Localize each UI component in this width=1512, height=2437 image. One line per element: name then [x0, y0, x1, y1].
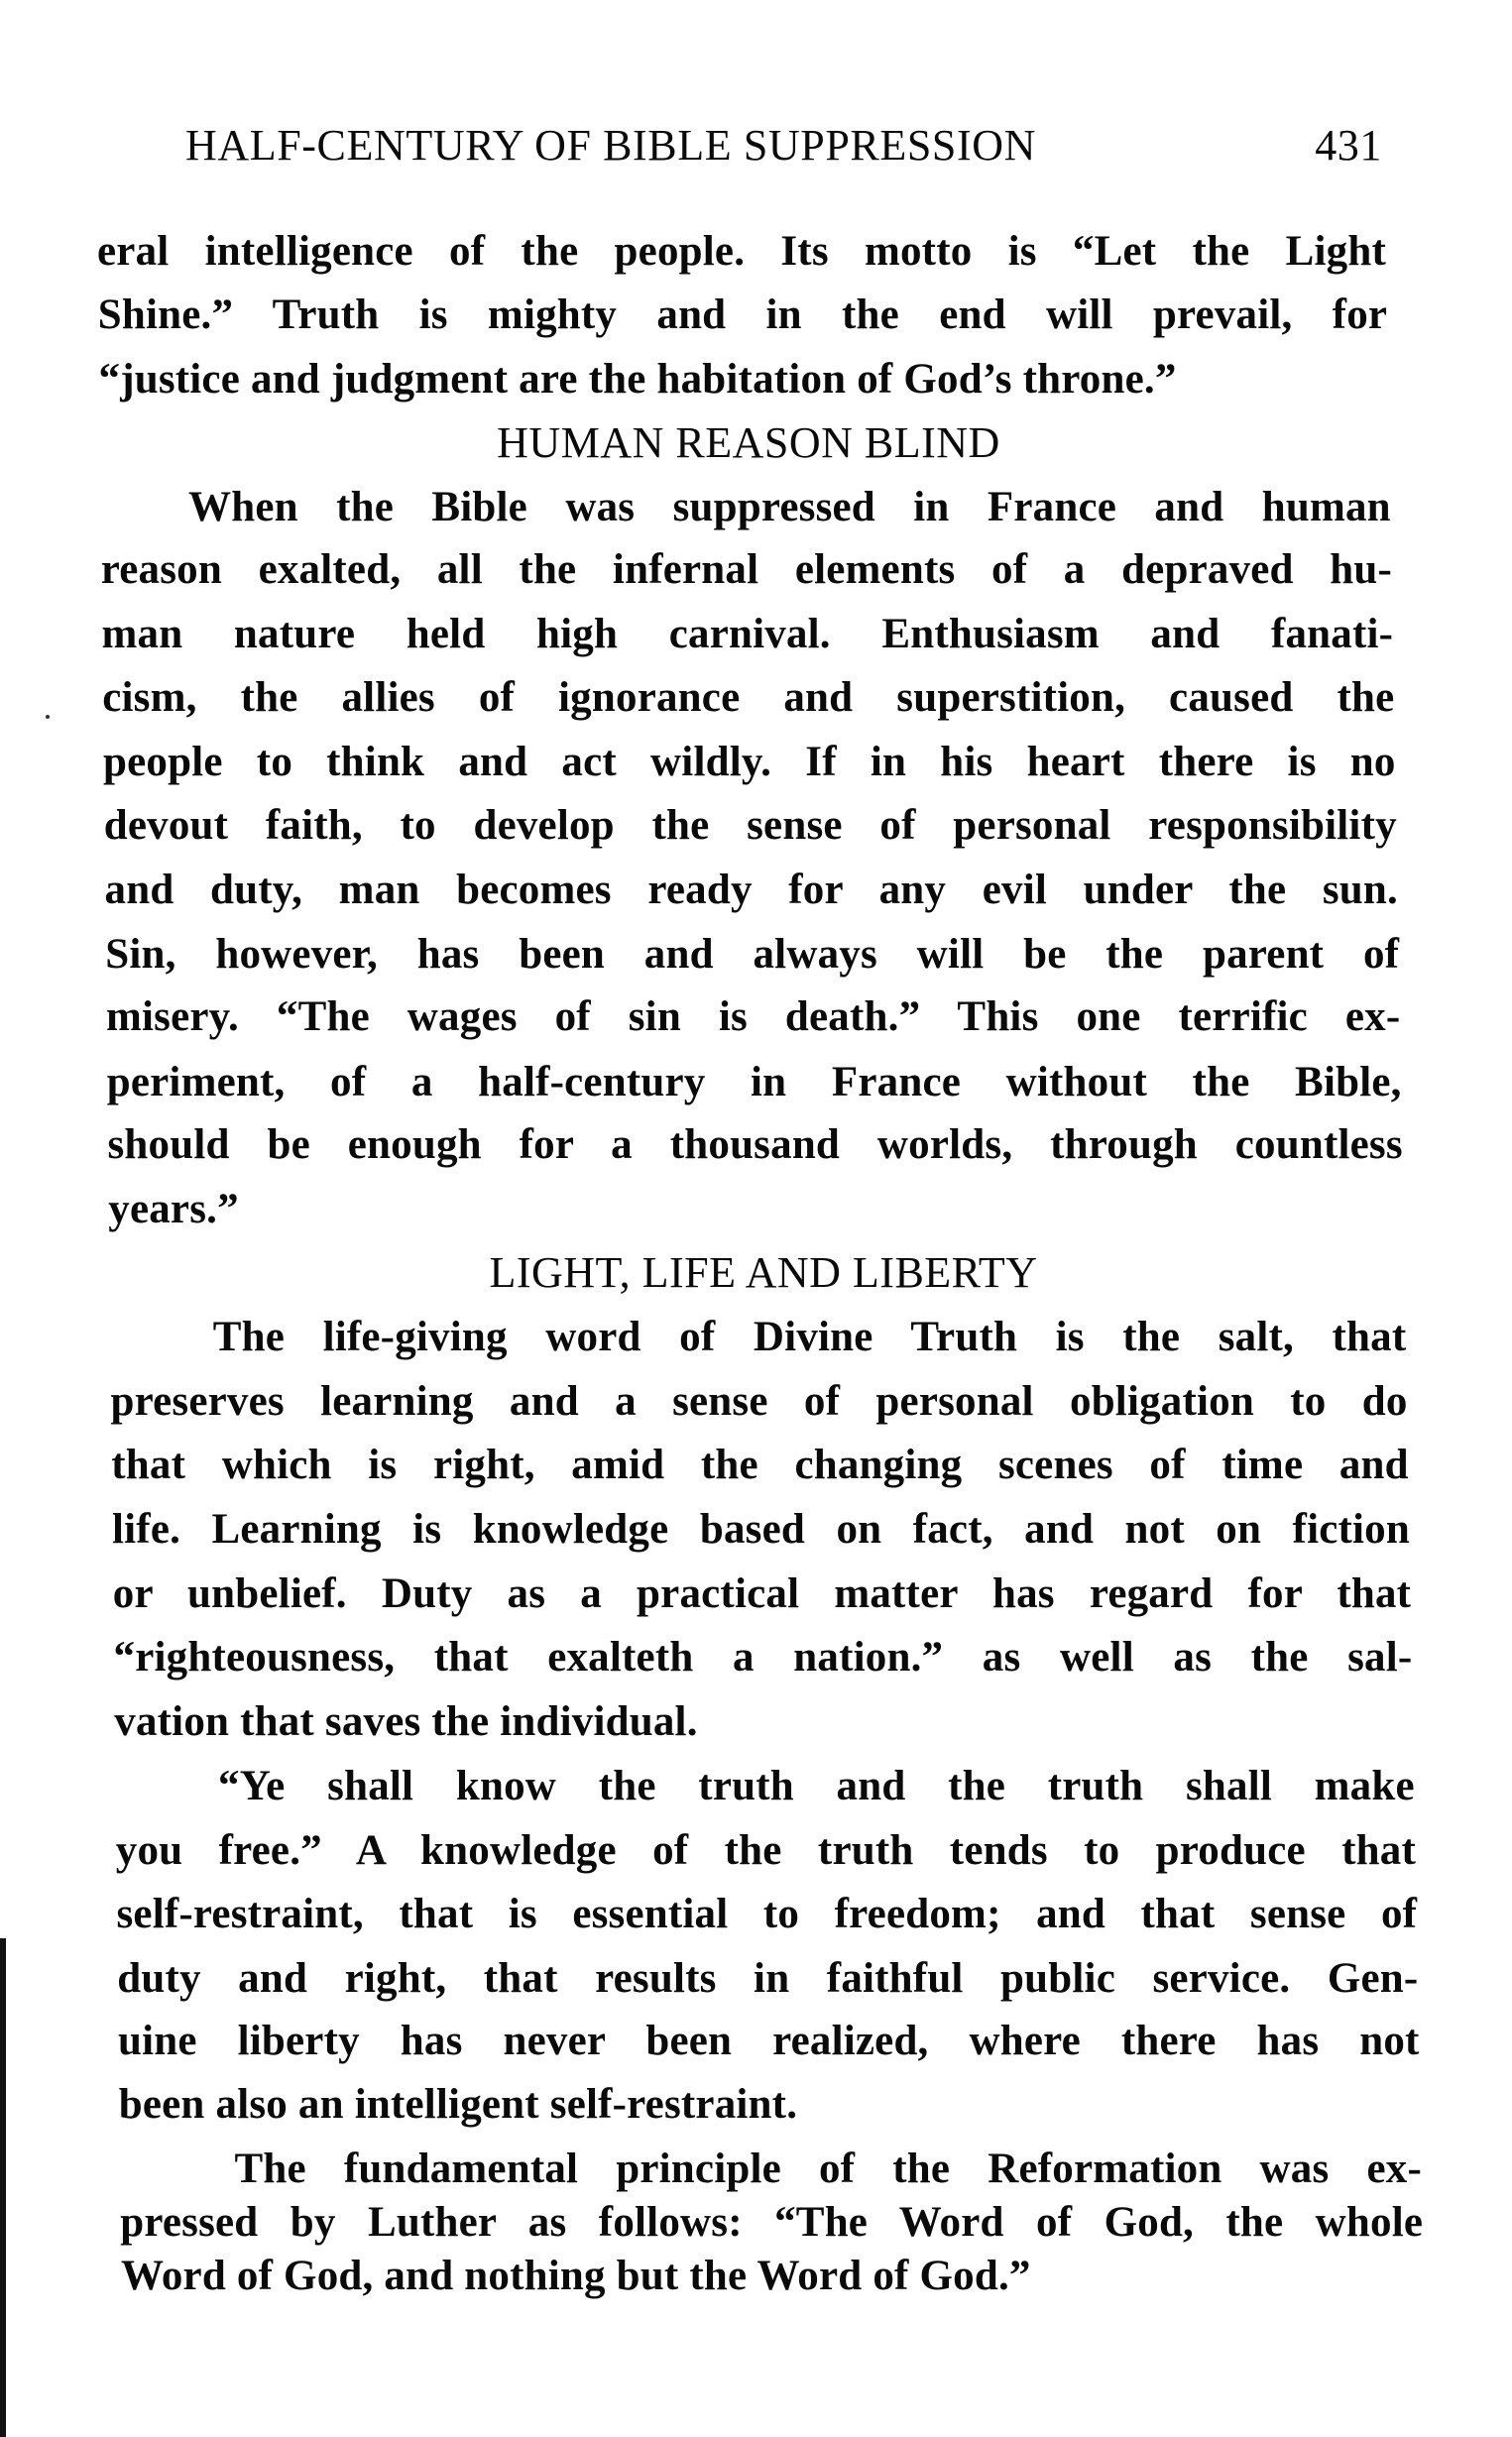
text-line: eral intelligence of the people. Its motto is “Let the Light	[97, 228, 1386, 276]
text-line: that which is right, amid the changing scenes of time and	[111, 1441, 1409, 1488]
text-line: or unbelief. Duty as a practical matter has regard for that	[112, 1570, 1412, 1618]
text-line: duty and right, that results in faithful public service. Gen-	[117, 1954, 1419, 2002]
text-line: periment, of a half-century in France without the Bible,	[106, 1058, 1402, 1105]
text-line: years.”	[108, 1186, 239, 1233]
text-line: When the Bible was suppressed in France and human	[188, 483, 1391, 530]
text-line: vation that saves the individual.	[114, 1697, 698, 1745]
page-number: 431	[1315, 121, 1382, 170]
text-line: people to think and act wildly. If in his heart there is no	[103, 739, 1396, 786]
text-line: you free.” A knowledge of the truth tends to produce that	[115, 1827, 1416, 1875]
text-line: reason exalted, all the infernal elements of a depraved hu-	[100, 546, 1392, 594]
text-line: pressed by Luther as follows: “The Word of God, the whole	[120, 2199, 1424, 2247]
text-line: “justice and judgment are the habitation of God’s throne.”	[98, 355, 1177, 403]
section-heading: LIGHT, LIFE AND LIBERTY	[489, 1247, 1038, 1297]
text-line: Shine.” Truth is mighty and in the end will prevail, for	[97, 290, 1388, 338]
section-heading: HUMAN REASON BLIND	[497, 417, 1000, 467]
text-line: The life-giving word of Divine Truth is the salt, that	[212, 1314, 1407, 1361]
text-line: and duty, man becomes ready for any evil under the sun.	[104, 866, 1398, 913]
scan-speck	[46, 715, 50, 719]
text-line: cism, the allies of ignorance and superstition, caused the	[102, 673, 1395, 721]
text-line: man nature held high carnival. Enthusiasm and fanati-	[101, 611, 1394, 658]
running-head	[185, 121, 1382, 171]
text-line: Sin, however, has been and always will be the parent of	[105, 930, 1400, 978]
text-line: The fundamental principle of the Reformation was ex-	[234, 2146, 1422, 2193]
text-line: misery. “The wages of sin is death.” This one terrific ex-	[106, 993, 1401, 1041]
text-line: life. Learning is knowledge based on fact, and not on fiction	[112, 1505, 1410, 1553]
text-line: devout faith, to develop the sense of personal responsibility	[103, 801, 1397, 849]
scan-edge-artifact	[0, 1938, 6, 2437]
text-line: preserves learning and a sense of personal obligation to do	[110, 1378, 1408, 1426]
text-line: “righteousness, that exalteth a nation.” as well as the sal-	[113, 1633, 1413, 1681]
text-line: Word of God, and nothing but the Word of God.”	[121, 2253, 1031, 2300]
running-head-title: HALF-CENTURY OF BIBLE SUPPRESSION	[185, 121, 1036, 170]
text-line: should be enough for a thousand worlds, through countless	[107, 1121, 1403, 1169]
text-line: self-restraint, that is essential to freedom; and that sense of	[116, 1890, 1418, 1937]
text-line: “Ye shall know the truth and the truth shall make	[218, 1762, 1415, 1809]
text-line: uine liberty has never been realized, where there has not	[118, 2018, 1420, 2065]
text-line: been also an intelligent self-restraint.	[118, 2080, 798, 2128]
